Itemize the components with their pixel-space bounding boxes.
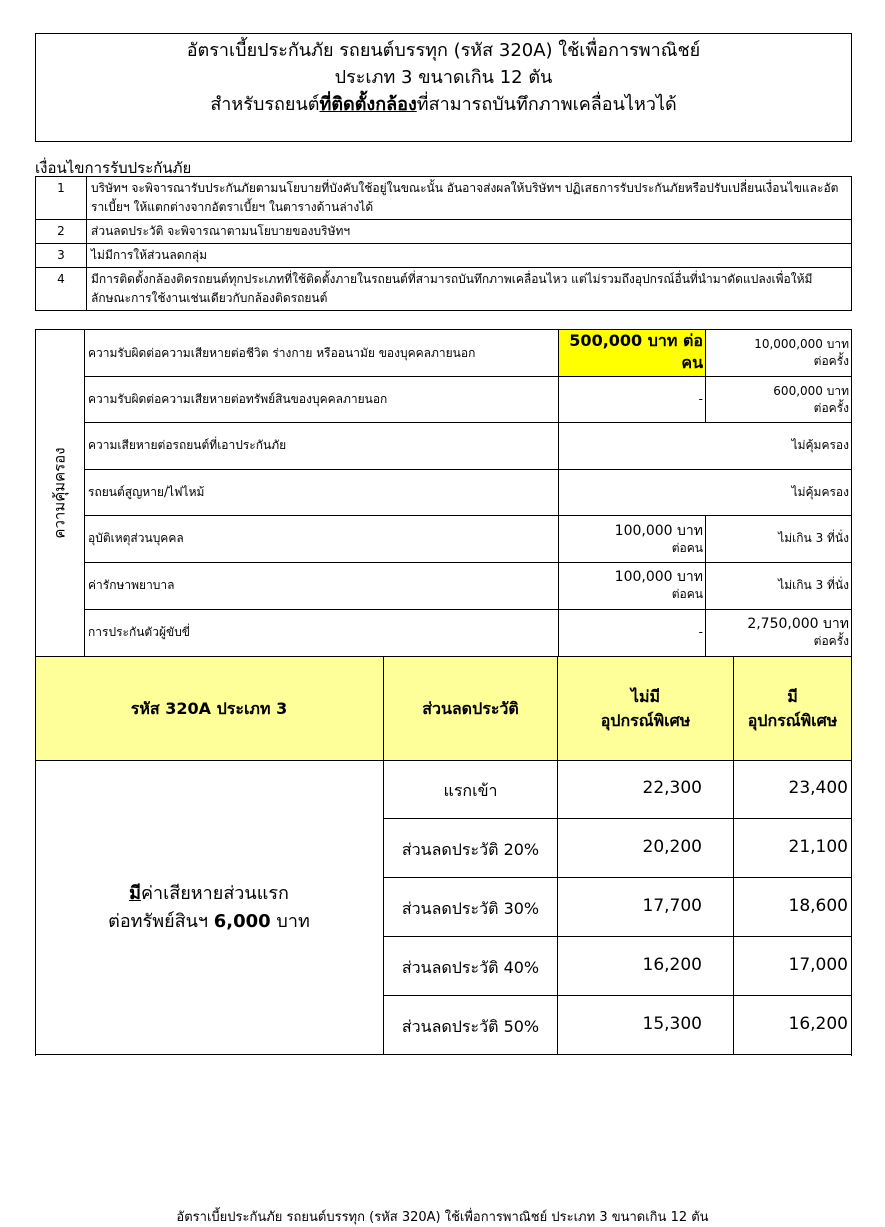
grid-line xyxy=(84,329,85,656)
medical-expense-unit: ต่อคน xyxy=(671,587,703,601)
theft-fire-value: ไม่คุ้มครอง xyxy=(791,485,849,499)
title-line-3-emphasis: ที่ติดตั้งกล้อง xyxy=(319,94,417,115)
discount-label: ส่วนลดประวัติ 20% xyxy=(401,840,540,859)
grid-line xyxy=(383,818,852,819)
condition-text: ไม่มีการให้ส่วนลดกลุ่ม xyxy=(87,244,852,268)
property-per-person: - xyxy=(698,392,703,406)
premium-no-equipment: 16,200 xyxy=(642,955,702,975)
bodily-injury-per-time-unit: ต่อครั้ง xyxy=(813,354,849,368)
deductible-amount: 6,000 xyxy=(213,911,271,932)
grid-line xyxy=(705,515,706,656)
premium-with-equipment: 23,400 xyxy=(788,778,848,798)
grid-line xyxy=(35,1054,852,1055)
grid-line xyxy=(84,562,852,563)
premium-no-equipment: 17,700 xyxy=(642,896,702,916)
own-damage-value: ไม่คุ้มครอง xyxy=(791,438,849,452)
condition-text: บริษัทฯ จะพิจารณารับประกันภัยตามนโยบายที่บังคับใช้อยู่ในขณะนั้น อันอาจส่งผลให้บริษัทฯ ปฏิเสธการรับประกันภัยหรือปรับเปลี่ยนเงื่อนไขและอัตราเบี้ยฯ ให้แตกต่างจากอัตราเบี้ยฯ ในตารางด้านล่างได้ xyxy=(87,177,852,220)
condition-row xyxy=(36,268,852,311)
condition-row xyxy=(36,220,852,244)
property-per-time-unit: ต่อครั้ง xyxy=(813,401,849,415)
bail-bond-per-time-unit: ต่อครั้ง xyxy=(813,634,849,648)
discount-label: แรกเข้า xyxy=(443,781,498,800)
deductible-unit: บาท xyxy=(270,911,310,932)
grid-line xyxy=(383,995,852,996)
title-line-3-prefix: สำหรับรถยนต์ xyxy=(210,94,320,115)
coverage-side-label xyxy=(36,330,84,656)
deductible-line-1-text: ค่าเสียหายส่วนแรก xyxy=(140,883,289,904)
condition-number: 4 xyxy=(36,268,87,311)
grid-line xyxy=(84,422,852,423)
premium-no-equipment: 22,300 xyxy=(642,778,702,798)
grid-line xyxy=(84,515,852,516)
condition-number: 3 xyxy=(36,244,87,268)
premium-header-no-equipment xyxy=(558,657,733,760)
page-footer: อัตราเบี้ยประกันภัย รถยนต์บรรทุก (รหัส 320A) ใช้เพื่อการพาณิชย์ ประเภท 3 ขนาดเกิน 12 ตัน xyxy=(176,1210,709,1225)
discount-label: ส่วนลดประวัติ 50% xyxy=(401,1017,540,1036)
title-box xyxy=(35,33,852,142)
coverage-label: อุบัติเหตุส่วนบุคคล xyxy=(88,531,184,545)
grid-line xyxy=(84,376,852,377)
conditions-table xyxy=(35,176,852,311)
coverage-label: ความรับผิดต่อความเสียหายต่อทรัพย์สินของบุคคลภายนอก xyxy=(88,392,388,406)
grid-line xyxy=(35,760,852,761)
grid-line xyxy=(35,329,852,330)
coverage-label: ความรับผิดต่อความเสียหายต่อชีวิต ร่างกาย หรืออนามัย ของบุคคลภายนอก xyxy=(88,346,476,360)
conditions-heading: เงื่อนไขการรับประกันภัย xyxy=(35,159,192,177)
condition-number: 2 xyxy=(36,220,87,244)
grid-line xyxy=(84,609,852,610)
premium-no-equipment: 15,300 xyxy=(642,1014,702,1034)
condition-text: มีการติดตั้งกล้องติดรถยนต์ทุกประเภทที่ใช้ติดตั้งภายในรถยนต์ที่สามารถบันทึกภาพเคลื่อนไหว แต่ไม่รวมถึงอุปกรณ์อื่นที่นำมาดัดแปลงเพื่อให้มีลักษณะการใช้งานเช่นเดียวกับกล้องติดรถยนต์ xyxy=(87,268,852,311)
discount-label: ส่วนลดประวัติ 30% xyxy=(401,899,540,918)
title-line-3 xyxy=(36,91,851,118)
bodily-injury-per-person: 500,000 บาท ต่อคน xyxy=(569,331,703,372)
personal-accident-unit: ต่อคน xyxy=(671,541,703,555)
deductible-line-2 xyxy=(35,908,383,936)
condition-row xyxy=(36,177,852,220)
deductible-line-1 xyxy=(35,880,383,908)
premium-header-no-equipment-line2: อุปกรณ์พิเศษ xyxy=(600,710,691,730)
premium-header-with-equipment-line2: อุปกรณ์พิเศษ xyxy=(747,710,838,730)
premium-with-equipment: 16,200 xyxy=(788,1014,848,1034)
coverage-side-label-text: ความคุ้มครอง xyxy=(51,447,69,539)
premium-header-code: รหัส 320A ประเภท 3 xyxy=(130,698,288,718)
deductible-line-2-prefix: ต่อทรัพย์สินฯ xyxy=(108,911,214,932)
premium-header-no-equipment-line1: ไม่มี xyxy=(630,686,661,706)
personal-accident-amount: 100,000 บาท xyxy=(614,523,703,539)
medical-expense-seats: ไม่เกิน 3 ที่นั่ง xyxy=(778,578,849,592)
premium-with-equipment: 17,000 xyxy=(788,955,848,975)
property-per-time-amount: 600,000 บาท xyxy=(773,384,849,398)
premium-with-equipment: 18,600 xyxy=(788,896,848,916)
grid-line xyxy=(84,469,852,470)
personal-accident-seats: ไม่เกิน 3 ที่นั่ง xyxy=(778,531,849,545)
condition-number: 1 xyxy=(36,177,87,220)
bodily-injury-per-time-amount: 10,000,000 บาท xyxy=(754,337,849,351)
coverage-label: ความเสียหายต่อรถยนต์ที่เอาประกันภัย xyxy=(88,438,287,452)
coverage-label: ค่ารักษาพยาบาล xyxy=(88,578,175,592)
grid-line xyxy=(851,329,852,1056)
premium-header-with-equipment-line1: มี xyxy=(787,686,798,706)
premium-no-equipment: 20,200 xyxy=(642,837,702,857)
bail-bond-per-person: - xyxy=(698,625,703,639)
coverage-label: การประกันตัวผู้ขับขี่ xyxy=(88,625,191,639)
deductible-emphasis: มี xyxy=(129,883,141,904)
grid-line xyxy=(558,329,559,656)
premium-header-discount: ส่วนลดประวัติ xyxy=(422,698,519,718)
discount-label: ส่วนลดประวัติ 40% xyxy=(401,958,540,977)
condition-text: ส่วนลดประวัติ จะพิจารณาตามนโยบายของบริษัทฯ xyxy=(87,220,852,244)
coverage-label: รถยนต์สูญหาย/ไฟไหม้ xyxy=(88,485,205,499)
grid-line xyxy=(383,936,852,937)
condition-row xyxy=(36,244,852,268)
bail-bond-per-time-amount: 2,750,000 บาท xyxy=(747,616,849,632)
title-line-3-suffix: ที่สามารถบันทึกภาพเคลื่อนไหวได้ xyxy=(416,94,677,115)
premium-with-equipment: 21,100 xyxy=(788,837,848,857)
medical-expense-amount: 100,000 บาท xyxy=(614,569,703,585)
deductible-note xyxy=(35,880,383,936)
grid-line xyxy=(383,877,852,878)
premium-header-with-equipment xyxy=(734,657,851,760)
title-line-1: อัตราเบี้ยประกันภัย รถยนต์บรรทุก (รหัส 320A) ใช้เพื่อการพาณิชย์ xyxy=(186,40,701,61)
grid-line xyxy=(705,329,706,422)
title-line-2: ประเภท 3 ขนาดเกิน 12 ตัน xyxy=(334,67,553,88)
